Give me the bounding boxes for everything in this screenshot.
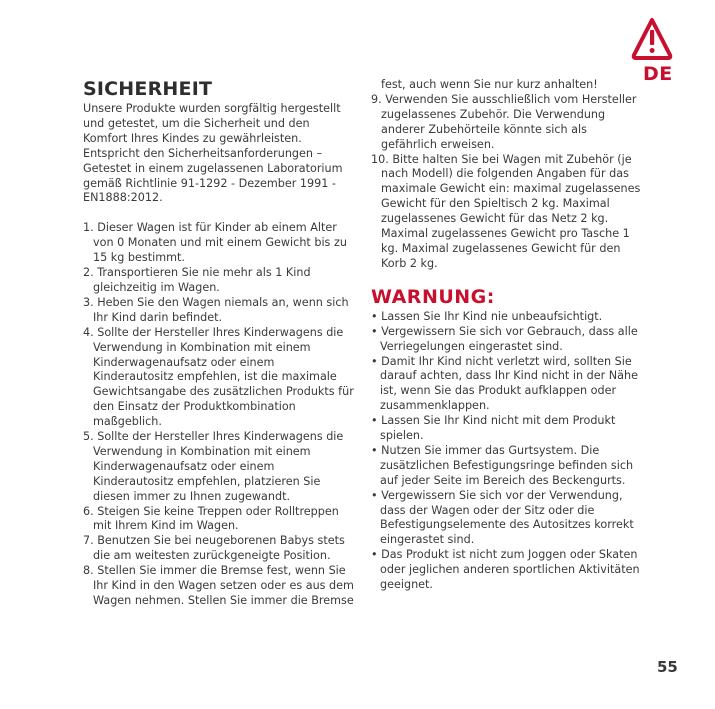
safety-intro: Unsere Produkte wurden sorgfältig hergestellt und getestet, um die Sicherheit und den Komfort Ihres Kindes zu gewährleisten. Entspricht den Sicherheitsanforderungen – Getestet in einem zugelassenen Laboratorium gemäß Richtlinie 91-1292 - Dezember 1991 - EN1888:2012.	[83, 102, 343, 205]
safety-item-9: 9. Verwenden Sie ausschließlich vom Hersteller zugelassenes Zubehör. Die Verwendung anderer Zubehörteile könnte sich als gefährlich erweisen.	[371, 92, 637, 151]
safety-list-continued	[371, 93, 643, 272]
safety-item-5: 5. Sollte der Hersteller Ihres Kinderwagens die Verwendung in Kombination mit einem Kinderwagenaufsatz oder einem Kinderautositz empfehlen, platzieren Sie diesen immer zu Ihnen zugewandt.	[83, 430, 344, 503]
warning-item-7: • Das Produkt ist nicht zum Joggen oder Skaten oder jeglichen anderen sportlichen Aktivitäten geeignet.	[371, 548, 640, 592]
warning-item-1: • Lassen Sie Ihr Kind nie unbeaufsichtigt.	[371, 309, 603, 323]
safety-list	[83, 221, 355, 609]
safety-title: SICHERHEIT	[83, 78, 213, 100]
safety-item-7: 7. Benutzen Sie bei neugeborenen Babys stets die am weitesten zurückgeneigte Position.	[83, 534, 345, 563]
safety-item-3: 3. Heben Sie den Wagen niemals an, wenn sich Ihr Kind darin befindet.	[83, 295, 349, 324]
safety-item-2: 2. Transportieren Sie nie mehr als 1 Kind gleichzeitig im Wagen.	[83, 266, 311, 294]
safety-item-8-continuation: fest, auch wenn Sie nur kurz anhalten!	[381, 78, 598, 91]
warning-item-6: • Vergewissern Sie sich vor der Verwendung, dass der Wagen oder der Sitz oder die Befestigungselemente des Autositzes korrekt eingerastet sind.	[371, 488, 634, 547]
continued-column	[371, 78, 643, 593]
safety-column	[83, 78, 355, 609]
safety-item-1: 1. Dieser Wagen ist für Kinder ab einem Alter von 0 Monaten und mit einem Gewicht bis zu 15 kg bestimmt.	[83, 221, 347, 265]
warning-triangle-icon	[631, 17, 673, 61]
warning-title: WARNUNG:	[371, 285, 495, 308]
safety-item-8: 8. Stellen Sie immer die Bremse fest, wenn Sie Ihr Kind in den Wagen setzen oder es aus dem Wagen nehmen. Stellen Sie immer die Bremse	[83, 564, 354, 607]
warning-item-5: • Nutzen Sie immer das Gurtsystem. Die zusätzlichen Befestigungsringe befinden sich auf jeder Seite im Bereich des Beckengurts.	[371, 443, 634, 487]
safety-item-6: 6. Steigen Sie keine Treppen oder Rolltreppen mit Ihrem Kind im Wagen.	[83, 504, 339, 533]
page-number: 55	[657, 658, 678, 676]
safety-item-10: 10. Bitte halten Sie bei Wagen mit Zubehör (je nach Modell) die folgenden Angaben für das maximale Gewicht ein: maximal zugelassenes Gewicht für den Spieltisch 2 kg. Maximal zugelassenes Gewicht für das Netz 2 kg. Maximal zugelassenes Gewicht pro Tasche 1 kg. Maximal zugelassenes Gewicht für den Korb 2 kg.	[371, 152, 641, 270]
warning-item-4: • Lassen Sie Ihr Kind nicht mit dem Produkt spielen.	[371, 414, 616, 443]
warning-item-2: • Vergewissern Sie sich vor Gebrauch, dass alle Verriegelungen eingerastet sind.	[371, 324, 638, 353]
language-code: DE	[643, 63, 673, 85]
warning-list	[371, 310, 643, 593]
warning-item-3: • Damit Ihr Kind nicht verletzt wird, sollten Sie darauf achten, dass Ihr Kind nicht in der Nähe ist, wenn Sie das Produkt aufklappen oder zusammenklappen.	[371, 354, 638, 413]
safety-item-4: 4. Sollte der Hersteller Ihres Kinderwagens die Verwendung in Kombination mit einem Kinderwagenaufsatz oder einem Kinderautositz empfehlen, ist die maximale Gewichtsangabe des zusätzlichen Produkts für den Einsatz der Produktkombination maßgeblich.	[83, 325, 354, 429]
